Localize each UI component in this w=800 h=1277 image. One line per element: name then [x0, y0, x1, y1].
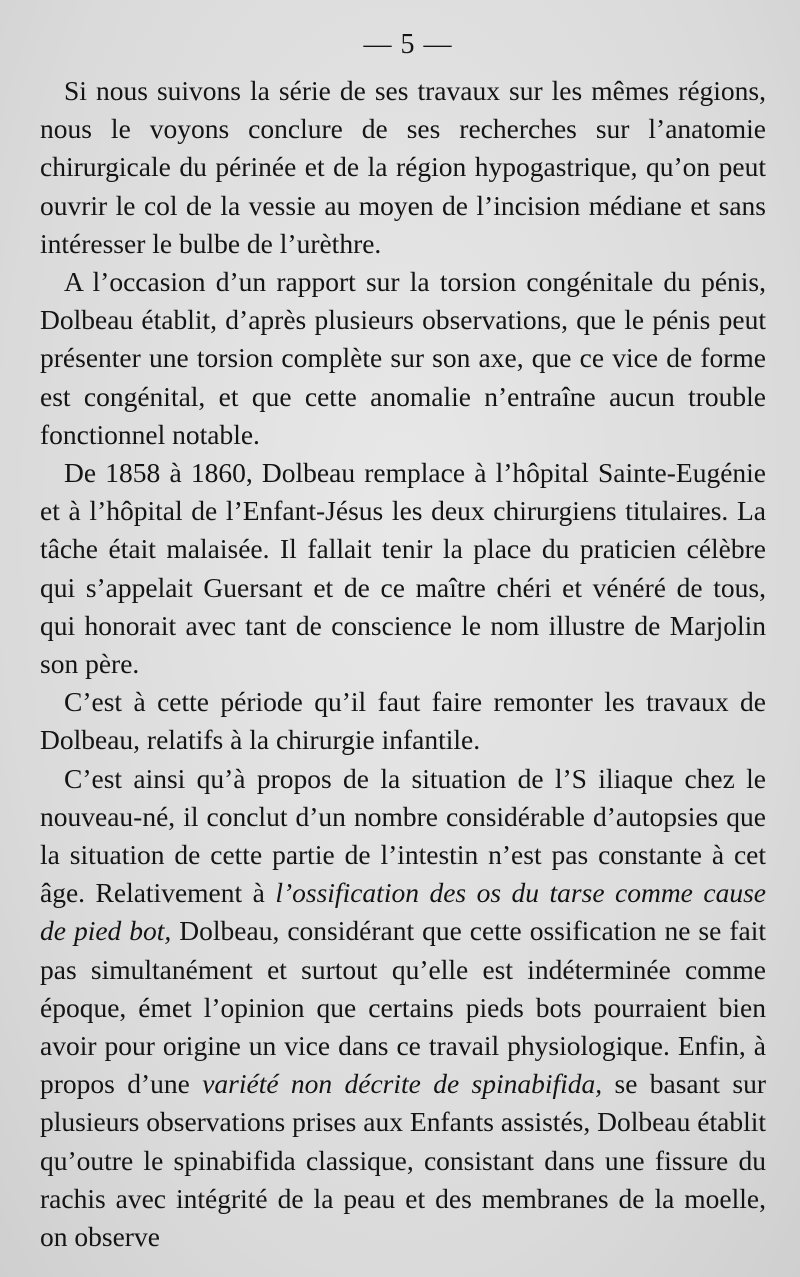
paragraph-3 — [40, 454, 766, 683]
text-run: C’est à cette période qu’il faut faire remonter les travaux de Dolbeau, relatifs à la chirurgie infantile. — [40, 686, 766, 756]
italic-title-spinabifida: variété non décrite de spinabifida, — [202, 1068, 603, 1100]
text-run: Si nous suivons la série de ses travaux sur les mêmes régions, nous le voyons conclure de ses recherches sur l’anatomie chirurgicale du périnée et de la région hypogastrique, qu’on peut ouvrir le col de la vessie au moyen de l’incision médiane et sans intéresser le bulbe de l’urèthre. — [40, 75, 766, 259]
page-number: — 5 — — [363, 29, 453, 60]
paragraph-4 — [40, 683, 766, 759]
body-text — [40, 72, 766, 1256]
italic-title-ossification: l’ossification des os du tarse comme cause de pied bot, — [40, 877, 766, 947]
paragraph-2 — [40, 263, 766, 454]
text-run: se basant sur plusieurs observations prises aux Enfants assistés, Dolbeau établit qu’outre le spinabifida classique, consistant dans une fissure du rachis avec intégrité de la peau et des membranes de la moelle, on observe — [40, 1068, 766, 1253]
text-run: De 1858 à 1860, Dolbeau remplace à l’hôpital Sainte-Eugénie et à l’hôpital de l’Enfant-Jésus les deux chirurgiens titulaires. La tâche était malaisée. Il fallait tenir la place du praticien célèbre qui s’appelait Guersant et de ce maître chéri et vénéré de tous, qui honorait avec tant de conscience le nom illustre de Marjolin son père. — [40, 457, 766, 680]
paragraph-5 — [40, 760, 766, 1257]
paragraph-1 — [40, 72, 766, 263]
text-run: A l’occasion d’un rapport sur la torsion congénitale du pénis, Dolbeau établit, d’après plusieurs observations, que le pénis peut présenter une torsion complète sur son axe, que ce vice de forme est congénital, et que cette anomalie n’entraîne aucun trouble fonctionnel notable. — [40, 266, 766, 450]
text-run: C’est ainsi qu’à propos de la situation de l’S iliaque chez le nouveau-né, il conclut d’un nombre considérable d’autopsies que la situation de cette partie de l’intestin n’est pas constante à cet âge. Relativement à — [40, 762, 766, 909]
text-run: Dolbeau, considérant que cette ossification ne se fait pas simultanément et surtout qu’elle est indéterminée comme époque, émet l’opinion que certains pieds bots pourraient bien avoir pour origine un vice dans ce travail physiologique. Enfin, à propos d’une — [40, 915, 766, 1100]
